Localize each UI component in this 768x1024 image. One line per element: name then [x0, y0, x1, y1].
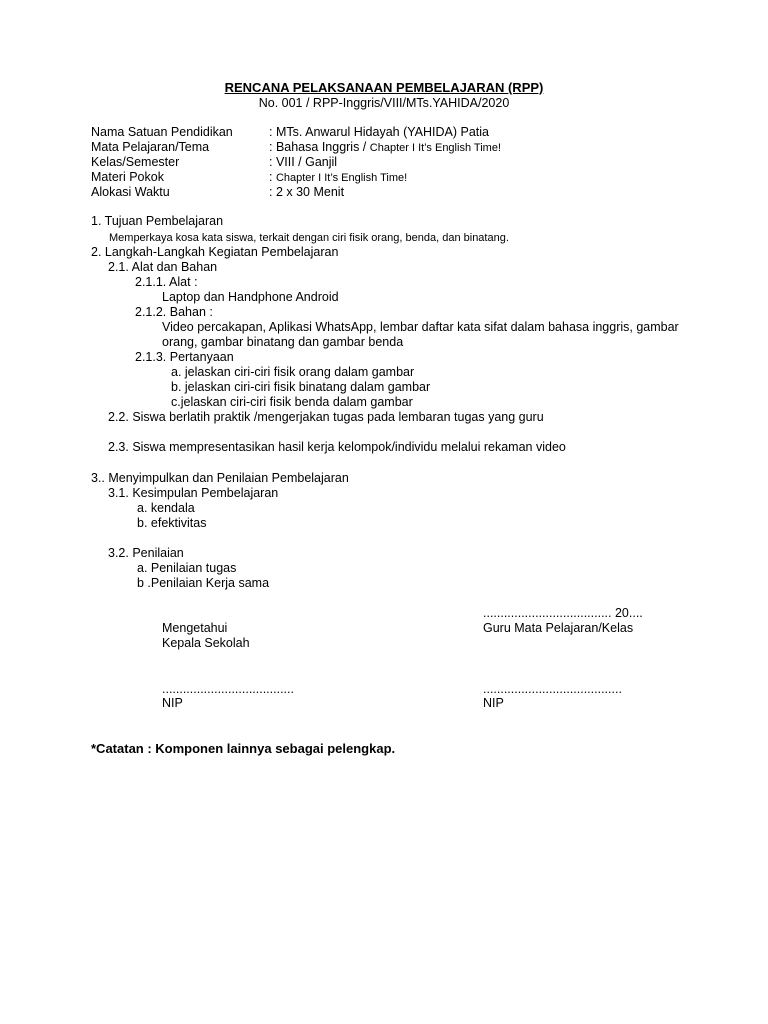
identity-value-time: : 2 x 30 Menit — [269, 185, 345, 199]
section2-heading: 2. Langkah-Langkah Kegiatan Pembelajaran — [91, 245, 339, 259]
section1-heading: 1. Tujuan Pembelajaran — [91, 214, 224, 228]
question-a: a. jelaskan ciri-ciri fisik orang dalam gambar — [171, 365, 415, 379]
identity-label-school: Nama Satuan Pendidikan — [91, 125, 233, 139]
section3-1-a: a. kendala — [137, 501, 195, 515]
section2-1-3: 2.1.3. Pertanyaan — [135, 350, 234, 364]
section3-1: 3.1. Kesimpulan Pembelajaran — [108, 486, 279, 500]
identity-label-class: Kelas/Semester — [91, 155, 180, 169]
section2-2: 2.2. Siswa berlatih praktik /mengerjakan tugas pada lembaran tugas yang guru — [108, 410, 544, 424]
section3-1-b: b. efektivitas — [137, 516, 207, 530]
section2-3: 2.3. Siswa mempresentasikan hasil kerja kelompok/individu melalui rekaman video — [108, 440, 566, 454]
signature-right-nip: NIP — [483, 696, 504, 710]
section2-1-2-line2: orang, gambar binatang dan gambar benda — [162, 335, 404, 349]
signature-date-line: ..................................... 20.... — [483, 606, 643, 620]
section3-2-a: a. Penilaian tugas — [137, 561, 237, 575]
document-title: RENCANA PELAKSANAAN PEMBELAJARAN (RPP) — [224, 80, 544, 95]
signature-left-line2: Kepala Sekolah — [162, 636, 250, 650]
identity-value-class: : VIII / Ganjil — [269, 155, 338, 169]
section1-text: Memperkaya kosa kata siswa, terkait dengan ciri fisik orang, benda, dan binatang. — [109, 232, 509, 244]
identity-label-topic: Materi Pokok — [91, 170, 164, 184]
question-b: b. jelaskan ciri-ciri fisik binatang dalam gambar — [171, 380, 431, 394]
section2-1-2: 2.1.2. Bahan : — [135, 305, 213, 319]
identity-value-topic: : Chapter I It’s English Time! — [269, 170, 408, 184]
section2-1-1: 2.1.1. Alat : — [135, 275, 198, 289]
document-note: *Catatan : Komponen lainnya sebagai pelengkap. — [91, 741, 396, 756]
identity-value-school: : MTs. Anwarul Hidayah (YAHIDA) Patia — [269, 125, 489, 139]
signature-left-line1: Mengetahui — [162, 621, 228, 635]
signature-left-dots: ...................................... — [162, 682, 294, 696]
identity-value-subject: : Bahasa Inggris / Chapter I It’s English Time! — [269, 140, 502, 154]
section2-1-2-line1: Video percakapan, Aplikasi WhatsApp, lembar daftar kata sifat dalam bahasa inggris, gambar — [162, 320, 679, 334]
section3-2-b: b .Penilaian Kerja sama — [137, 576, 270, 590]
document-number: No. 001 / RPP-Inggris/VIII/MTs.YAHIDA/2020 — [258, 96, 510, 110]
signature-left-nip: NIP — [162, 696, 183, 710]
signature-right-line1: Guru Mata Pelajaran/Kelas — [483, 621, 634, 635]
question-c: c.jelaskan ciri-ciri fisik benda dalam gambar — [171, 395, 413, 409]
section2-1: 2.1. Alat dan Bahan — [108, 260, 218, 274]
signature-right-dots: ........................................ — [483, 682, 622, 696]
identity-label-time: Alokasi Waktu — [91, 185, 170, 199]
identity-label-subject: Mata Pelajaran/Tema — [91, 140, 210, 154]
section2-1-1-text: Laptop dan Handphone Android — [162, 290, 339, 304]
section3-2: 3.2. Penilaian — [108, 546, 184, 560]
section3-heading: 3.. Menyimpulkan dan Penilaian Pembelajaran — [91, 471, 349, 485]
